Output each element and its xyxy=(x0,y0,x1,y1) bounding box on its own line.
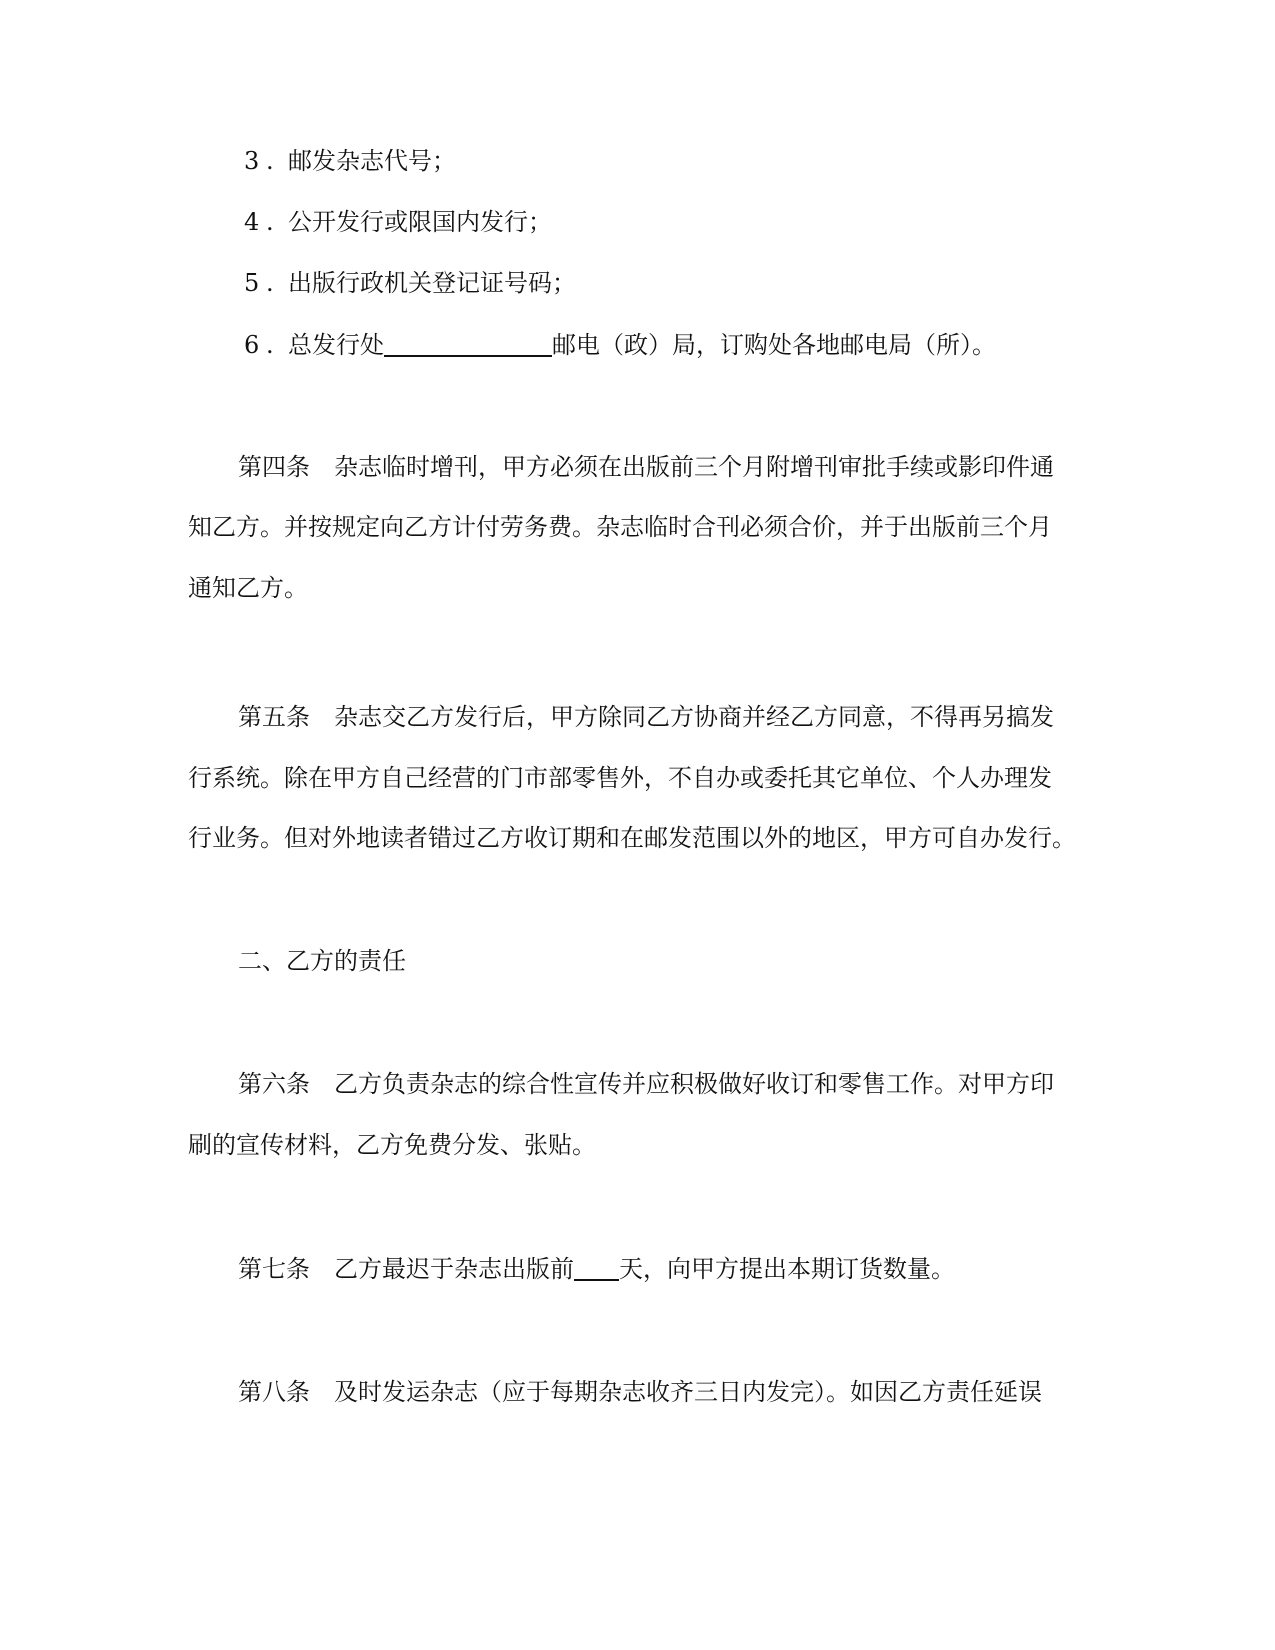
list-number: 4 xyxy=(244,208,260,236)
article-6-line-1 xyxy=(238,1069,1080,1099)
list-text: 公开发行或限国内发行； xyxy=(288,208,552,236)
article-6-label: 第六条 xyxy=(238,1070,310,1098)
article-4-text: 杂志临时增刊，甲方必须在出版前三个月附增刊审批手续或影印件通 xyxy=(334,453,1054,481)
section-heading: 二、乙方的责任 xyxy=(238,947,406,975)
list-number: 3 xyxy=(244,147,260,175)
article-8-line-1 xyxy=(238,1377,1080,1407)
article-5-label: 第五条 xyxy=(238,703,310,731)
list-item-5: 5 . 出版行政机关登记证号码； xyxy=(244,269,576,297)
article-5-text: 杂志交乙方发行后，甲方除同乙方协商并经乙方同意，不得再另搞发 xyxy=(334,703,1054,731)
list-item-4: 4 . 公开发行或限国内发行； xyxy=(244,208,552,236)
article-7-label: 第七条 xyxy=(238,1255,310,1283)
article-7-line-1 xyxy=(238,1254,1080,1284)
list-number: 6 xyxy=(244,331,260,359)
fill-in-blank xyxy=(574,1255,619,1281)
list-number: 5 xyxy=(244,269,260,297)
article-7-text-after-blank: 天，向甲方提出本期订货数量。 xyxy=(619,1255,955,1283)
list-text: 出版行政机关登记证号码； xyxy=(288,269,576,297)
list-item-6: 6 . 总发行处 邮电（政）局，订购处各地邮电局（所）。 xyxy=(244,331,996,359)
article-7-text-before-blank: 乙方最迟于杂志出版前 xyxy=(334,1255,574,1283)
article-8-text: 及时发运杂志（应于每期杂志收齐三日内发完）。如因乙方责任延误 xyxy=(334,1378,1042,1406)
fill-in-blank xyxy=(384,331,552,357)
list-text-after-blank: 邮电（政）局，订购处各地邮电局（所）。 xyxy=(552,331,996,359)
article-5-line-1 xyxy=(238,702,1080,732)
article-5-line-2: 行系统。除在甲方自己经营的门市部零售外，不自办或委托其它单位、个人办理发 xyxy=(188,764,1052,792)
list-text: 邮发杂志代号； xyxy=(288,147,456,175)
article-6-text: 乙方负责杂志的综合性宣传并应积极做好收订和零售工作。对甲方印 xyxy=(334,1070,1054,1098)
article-4-line-1 xyxy=(238,452,1080,482)
article-4-line-3: 通知乙方。 xyxy=(188,574,308,602)
list-item-3: 3 . 邮发杂志代号； xyxy=(244,147,456,175)
article-5-line-3: 行业务。但对外地读者错过乙方收订期和在邮发范围以外的地区，甲方可自办发行。 xyxy=(188,824,1076,852)
article-6-line-2: 刷的宣传材料，乙方免费分发、张贴。 xyxy=(188,1131,596,1159)
article-4-label: 第四条 xyxy=(238,453,310,481)
article-4-line-2: 知乙方。并按规定向乙方计付劳务费。杂志临时合刊必须合价，并于出版前三个月 xyxy=(188,513,1052,541)
article-8-label: 第八条 xyxy=(238,1378,310,1406)
list-text-before-blank: 总发行处 xyxy=(288,331,384,359)
